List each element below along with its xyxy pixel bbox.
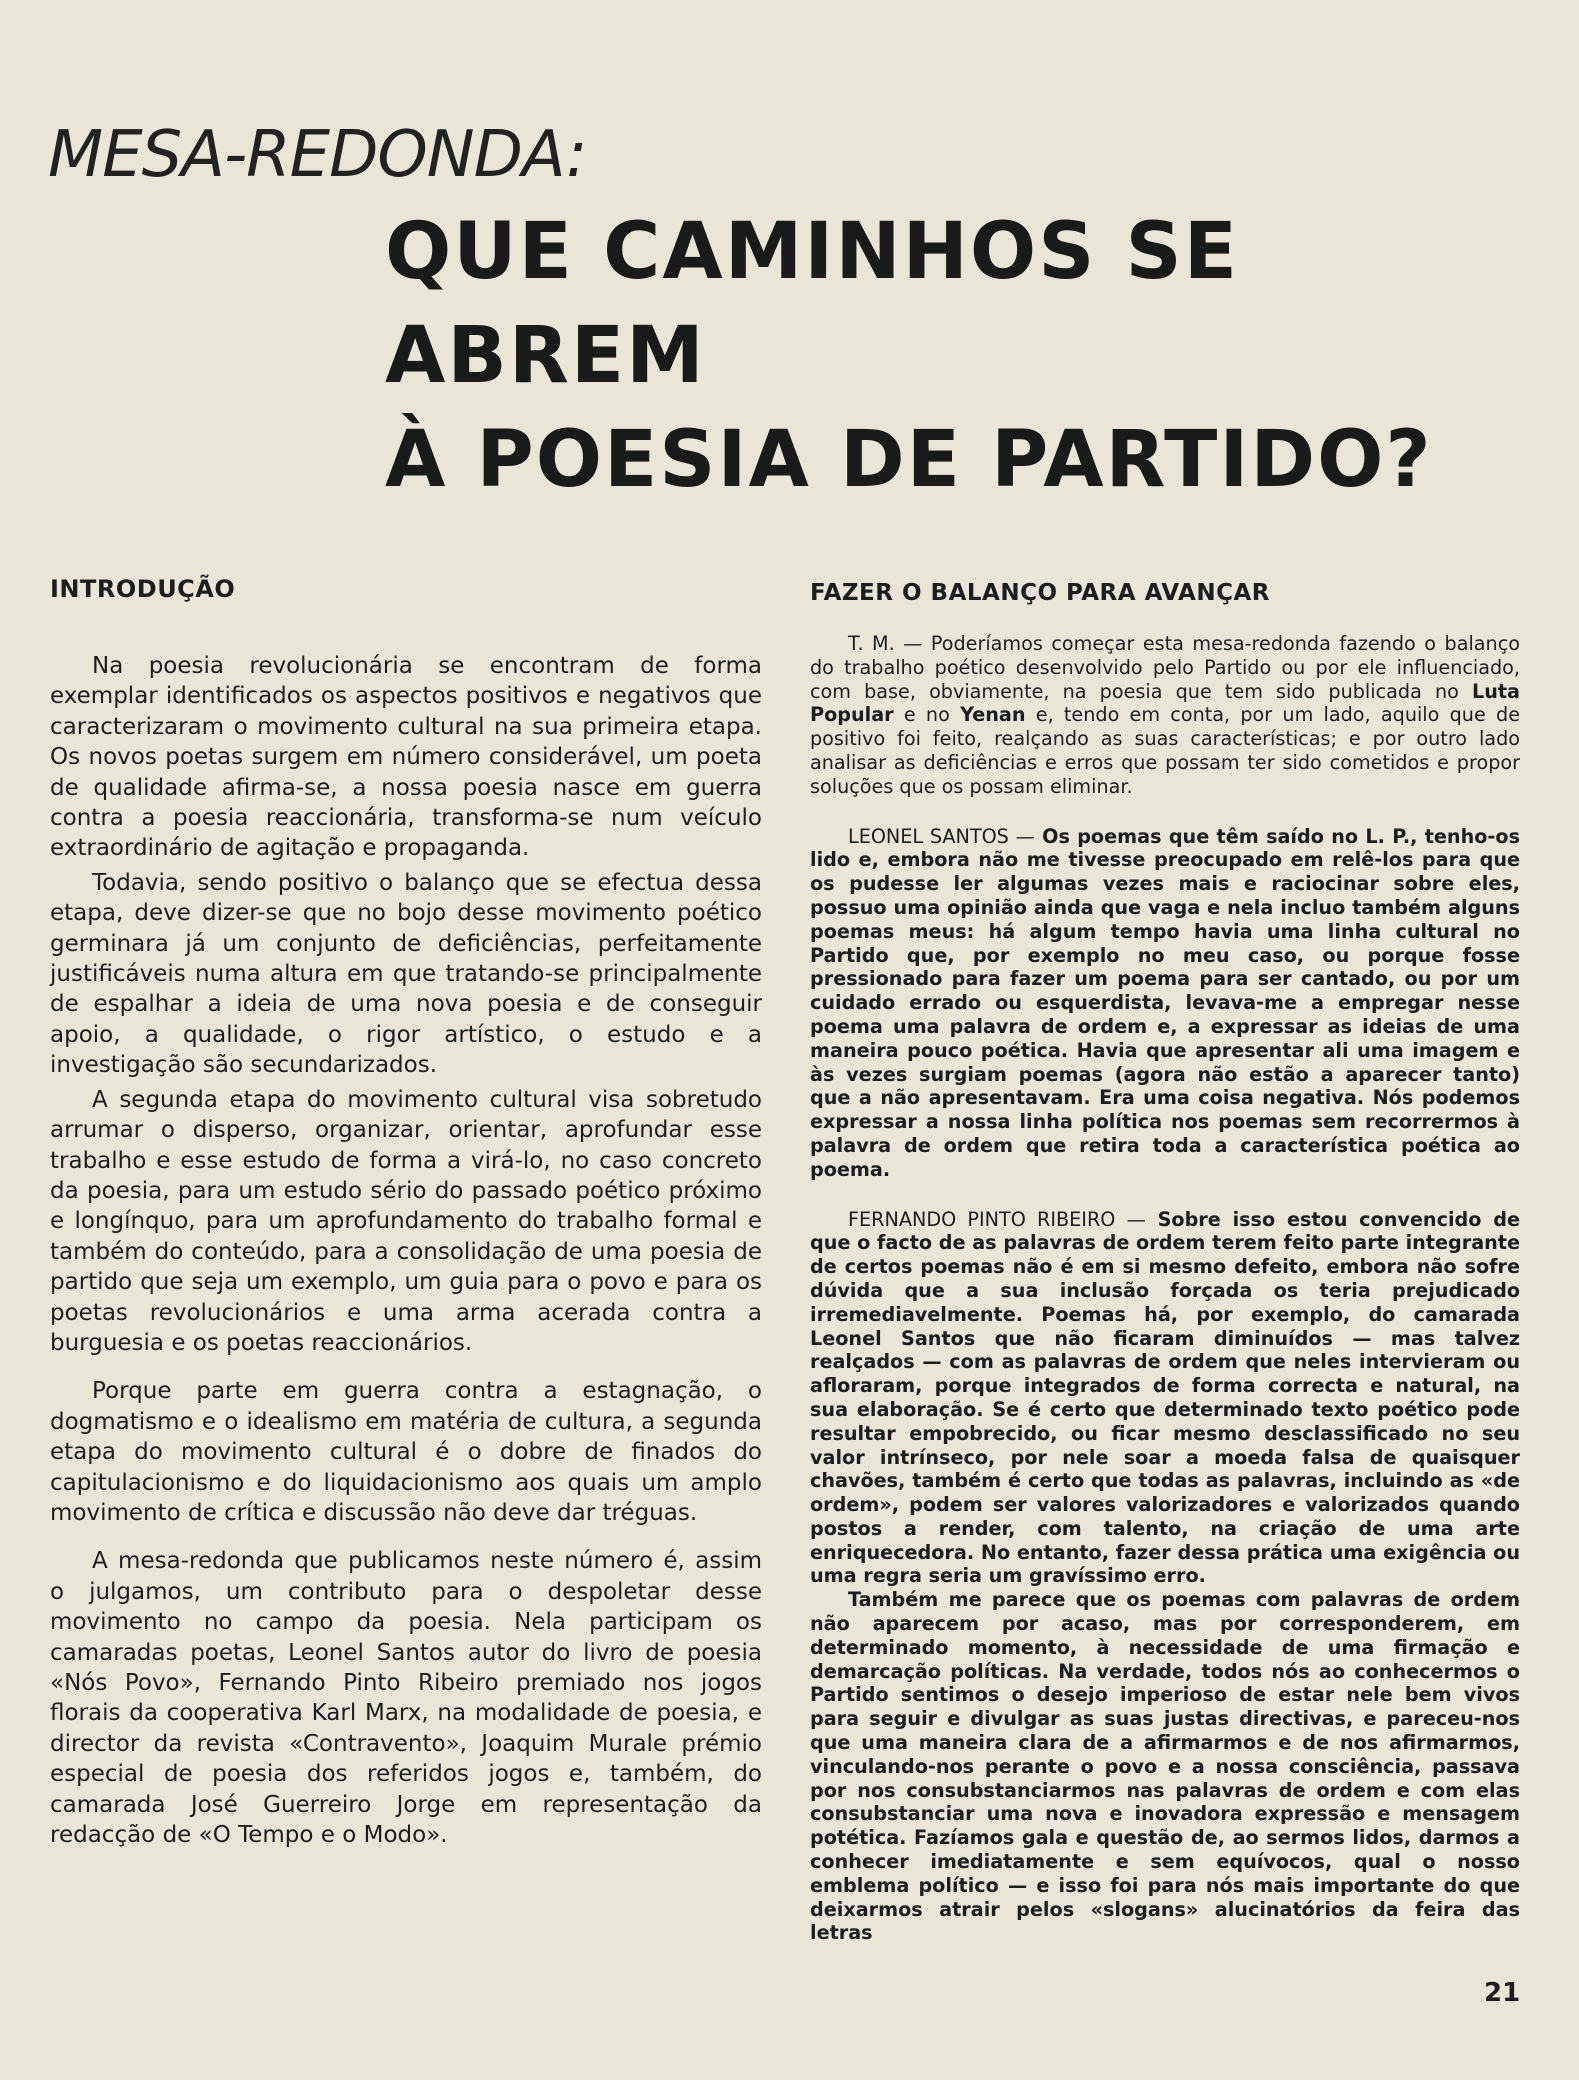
debate-column (810, 580, 1520, 1945)
intro-paragraph: Porque parte em guerra contra a estagnação, o dogmatismo e o idealismo em matéria de cultura, a segunda etapa do movimento cultural é o dobre de finados do capitulacionismo e do liquidacionismo aos quais um amplo movimento de crítica e discussão não deve dar tréguas. (50, 1378, 762, 1526)
leonel-santos-paragraph: LEONEL SANTOS — Os poemas que têm saído no L. P., tenho-os lido e, embora não me tivesse preocupado em relê-los para que os pudesse ler algumas vezes mais e raciocinar sobre eles, possuo uma opinião ainda que vaga e nela incluo também alguns poemas meus: há algum tempo havia uma linha cultural no Partido que, por exemplo no meu caso, ou porque fosse pressionado para fazer um poema para ser cantado, ou por um cuidado errado ou esquerdista, levava-me a empregar nesse poema uma palavra de ordem e, a expressar as ideias de uma maneira pouco poética. Havia que apresentar ali uma imagem e às vezes surgiam poemas (agora não estão a aparecer tanto) que a não apresentavam. Era uma coisa negativa. Nós podemos expressar a nossa linha política nos poemas sem recorrermos à palavra de ordem que retira toda a característica poética ao poema. (810, 824, 1520, 1181)
intro-paragraph: A segunda etapa do movimento cultural visa sobretudo arrumar o disperso, organizar, orientar, aprofundar esse trabalho e esse estudo de forma a virá-lo, no caso concreto da poesia, para um estudo sério do passado poético próximo e longínquo, para um aprofundamento do trabalho formal e também do conteúdo, para a consolidação de uma poesia de partido que seja um exemplo, um guia para o povo e para os poetas revolucionários e uma arma acerada contra a burguesia e os poetas reaccionários. (50, 1086, 762, 1356)
luta-popular-ref: Luta Popular (810, 679, 1520, 727)
tm-paragraph: T. M. — Poderíamos começar esta mesa-redonda fazendo o balanço do trabalho poético desenvolvido pelo Partido ou por ele influenciado, com base, obviamente, na poesia que tem sido publicada no Luta Popular e no Yenan e, tendo em conta, por um lado, aquilo que de positivo foi feito, realçando as suas características; e por outro lado analisar as deficiências e erros que possam ter sido cometidos e propor soluções que os possam eliminar. (810, 632, 1520, 798)
page-number: 21 (1484, 1978, 1521, 2008)
yenan-ref: Yenan (960, 703, 1026, 727)
headline-line-2: À POESIA DE PARTIDO? (385, 415, 1433, 505)
intro-paragraph: Todavia, sendo positivo o balanço que se efectua dessa etapa, deve dizer-se que no bojo desse movimento poético germinara já um conjunto de deficiências, perfeitamente justificáveis numa altura em que tratando-se principalmente de espalhar a ideia de uma nova poesia e de conseguir apoio, a qualidade, o rigor artístico, o estudo e a investigação são secundarizados. (50, 869, 762, 1079)
introduction-heading: INTRODUÇÃO (50, 575, 236, 603)
fernando-pinto-ribeiro-paragraph: FERNANDO PINTO RIBEIRO — Sobre isso estou convencido de que o facto de as palavras de ordem terem feito parte integrante de certos poemas não é em si mesmo defeito, embora não sofre dúvida que a sua inclusão forçada os teria prejudicado irremediavelmente. Poemas há, por exemplo, do camarada Leonel Santos que não ficaram diminuídos — mas talvez realçados — com as palavras de ordem que neles intervieram ou afloraram, porque integrados de forma correcta e natural, na sua elaboração. Se é certo que determinado texto poético pode resultar empobrecido, ou ficar mesmo desclassificado no seu valor intrínseco, por nele soar a moeda falsa de quaisquer chavões, também é certo que todas as palavras, incluindo as «de ordem», podem ser valores valorizadores e valorizados quando postos a render, com talento, na criação de uma arte enriquecedora. No entanto, fazer dessa prática uma exigência ou uma regra seria um gravíssimo erro. (810, 1207, 1520, 1588)
fernando-pinto-ribeiro-paragraph-2: Também me parece que os poemas com palavras de ordem não aparecem por acaso, mas por corresponderem, em determinado momento, à necessidade de uma firmação e demarcação políticas. Na verdade, todos nós ao conhecermos o Partido sentimos o desejo imperioso de estar nele bem vivos para seguir e divulgar as suas justas directivas, e pareceu-nos que uma maneira clara de a afirmarmos e de nos afirmarmos, vinculando-nos perante o povo e a nossa consciência, passava por nos consubstanciarmos nas palavras de ordem e com elas consubstanciar uma nova e inovadora expressão e mensagem potética. Fazíamos gala e questão de, ao sermos lidos, darmos a conhecer imediatamente e sem equívocos, qual o nosso emblema político — e isso foi para nós mais importante do que deixarmos atrair pelos «slogans» alucinatórios da feira das letras (810, 1588, 1520, 1945)
headline-line-1: QUE CAMINHOS SE ABREM (385, 207, 1239, 401)
speaker-fernando-pinto-ribeiro: FERNANDO PINTO RIBEIRO — (848, 1207, 1146, 1231)
intro-paragraph: Na poesia revolucionária se encontram de forma exemplar identificados os aspectos positivos e negativos que caracterizaram o movimento cultural na sua primeira etapa. Os novos poetas surgem em número considerável, um poeta de qualidade afirma-se, a nossa poesia nasce em guerra contra a poesia reaccionária, transforma-se num veículo extraordinário de agitação e propaganda. (50, 653, 762, 862)
speaker-leonel-santos: LEONEL SANTOS — (848, 824, 1035, 848)
article-headline (385, 200, 1545, 512)
speaker-tm: T. M. — (848, 632, 923, 655)
section-kicker: MESA-REDONDA: (48, 118, 587, 192)
debate-heading: FAZER O BALANÇO PARA AVANÇAR (810, 580, 1270, 606)
introduction-column (50, 575, 762, 1868)
intro-paragraph: A mesa-redonda que publicamos neste número é, assim o julgamos, um contributo para o despoletar desse movimento no campo da poesia. Nela participam os camaradas poetas, Leonel Santos autor do livro de poesia «Nós Povo», Fernando Pinto Ribeiro premiado nos jogos florais da cooperativa Karl Marx, na modalidade de poesia, e director da revista «Contravento», Joaquim Murale prémio especial de poesia dos referidos jogos e, também, do camarada José Guerreiro Jorge em representação da redacção de «O Tempo e o Modo». (50, 1548, 762, 1849)
